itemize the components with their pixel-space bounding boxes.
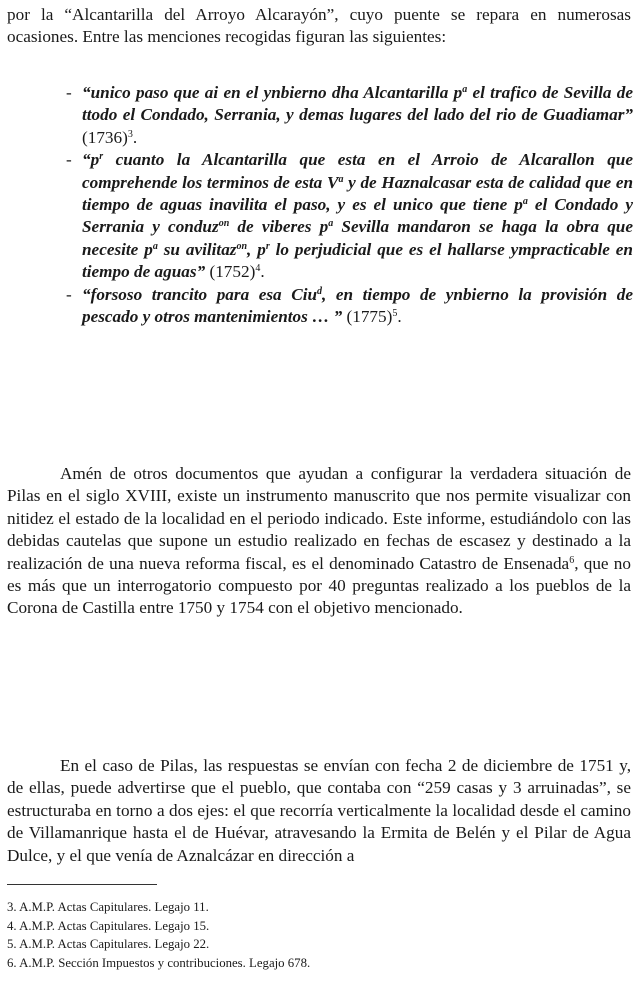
quote-fragment: cuanto la Alcantarilla que esta en el Arroio de Alcarallon que comprehende los terminos de esta V: [82, 150, 633, 192]
intro-paragraph: [7, 4, 631, 49]
abbrev-sup: a: [328, 218, 334, 230]
quote-dash: -: [66, 150, 72, 170]
quotes-list: [66, 82, 633, 328]
footnote: 6. A.M.P. Sección Impuestos y contribuciones. Legajo 678.: [7, 955, 311, 970]
abbrev-sup: on: [236, 240, 248, 252]
quote-year: (1736): [82, 127, 128, 147]
abbrev-sup: r: [99, 151, 104, 163]
footnote: 5. A.M.P. Actas Capitulares. Legajo 22.: [7, 937, 210, 951]
abbrev-sup: a: [462, 84, 468, 95]
quote-fragment: el Condado y Serrania y conduz: [82, 195, 633, 237]
quote-tail: .: [397, 307, 402, 327]
abbrev-sup: on: [218, 218, 230, 230]
quote-fragment: y de Haznalcasar esta de calidad que en tiempo de aguas inavilita el paso, y es el unico que tiene p: [82, 172, 634, 215]
footnote: 4. A.M.P. Actas Capitulares. Legajo 15.: [7, 918, 210, 933]
abbrev-sup: a: [522, 196, 528, 208]
quote-text: [82, 83, 633, 124]
body-paragraph-1: [7, 463, 631, 620]
quote-fragment: Sevilla mandaron se haga la obra que necesite p: [82, 217, 633, 259]
intro-text: por la “Alcantarilla del Arroyo Alcarayón”, cuyo puente se repara en numerosas ocasiones. Entre las menciones recogidas figuran las siguientes:: [7, 5, 631, 47]
footnote-divider: [7, 884, 157, 885]
quote-tail: .: [132, 127, 138, 147]
footnote-ref: 6: [569, 554, 575, 566]
abbrev-sup: a: [152, 240, 158, 252]
quote-item: [66, 149, 633, 283]
quote-fragment: de viberes p: [229, 217, 329, 237]
footnote-ref: 3: [127, 128, 133, 140]
quote-year: (1775): [342, 307, 393, 327]
paragraph-text: Amén de otros documentos que ayudan a configurar la verdadera situación de Pilas en el siglo XVIII, existe un instrumento manuscrito que nos permite visualizar con nitidez el estado de la localidad en el periodo indicado. Este informe, estudiándolo con las debidas cautelas que supone un estudio realizado en fechas de escasez y destinado a la realización de una nueva reforma fiscal, es el denominado Catastro de Ensenada: [7, 464, 631, 573]
quote-fragment: el trafico de Sevilla de ttodo el Condado, Serrania, y demas lugares del lado del rio de Guadiamar”: [82, 83, 633, 125]
footnote-ref: 4: [255, 263, 261, 275]
quote-fragment: , p: [247, 239, 266, 259]
quote-fragment: “p: [82, 150, 100, 170]
paragraph-text: En el caso de Pilas, las respuestas se envían con fecha 2 de diciembre de 1751 y, de ellas, puede advertirse que el pueblo, que contaba con “259 casas y 3 arruinadas”, se estructuraba en torno a dos ejes: el que recorría verticalmente la localidad desde el camino de Villamanrique hasta el de Huévar, atravesando la Ermita de Belén y el Pilar de Agua Dulce, y el que venía de Aznalcázar en dirección a: [7, 756, 631, 865]
abbrev-sup: a: [338, 173, 344, 185]
paragraph-text: , que no es más que un interrogatorio compuesto por 40 preguntas realizado a los pueblos de la Corona de Castilla entre 1750 y 1754 con el objetivo mencionado.: [7, 553, 631, 618]
quote-text: [82, 150, 633, 281]
body-paragraph-2: [7, 755, 631, 867]
footnote: 3. A.M.P. Actas Capitulares. Legajo 11.: [7, 900, 209, 914]
quote-fragment: lo perjudicial que es el hallarse ympracticable en tiempo de aguas”: [82, 239, 633, 282]
abbrev-sup: r: [265, 240, 270, 252]
quote-fragment: su avilitaz: [157, 239, 237, 259]
quote-fragment: “forsoso trancito para esa Ciu: [82, 284, 318, 304]
quote-fragment: “unico paso que ai en el ynbierno dha Alcantarilla p: [82, 83, 463, 102]
footnote-ref: 5: [392, 308, 398, 320]
quote-fragment: , en tiempo de ynbierno la provisión de pescado y otros mantenimientos … ”: [82, 284, 633, 327]
quote-item: [66, 82, 633, 149]
quote-dash: -: [66, 83, 72, 102]
quote-item: [66, 284, 633, 329]
quote-tail: .: [260, 262, 265, 282]
quote-dash: -: [66, 284, 72, 304]
abbrev-sup: d: [317, 285, 323, 297]
footnotes-list: [7, 898, 631, 972]
quote-year: (1752): [205, 262, 256, 282]
